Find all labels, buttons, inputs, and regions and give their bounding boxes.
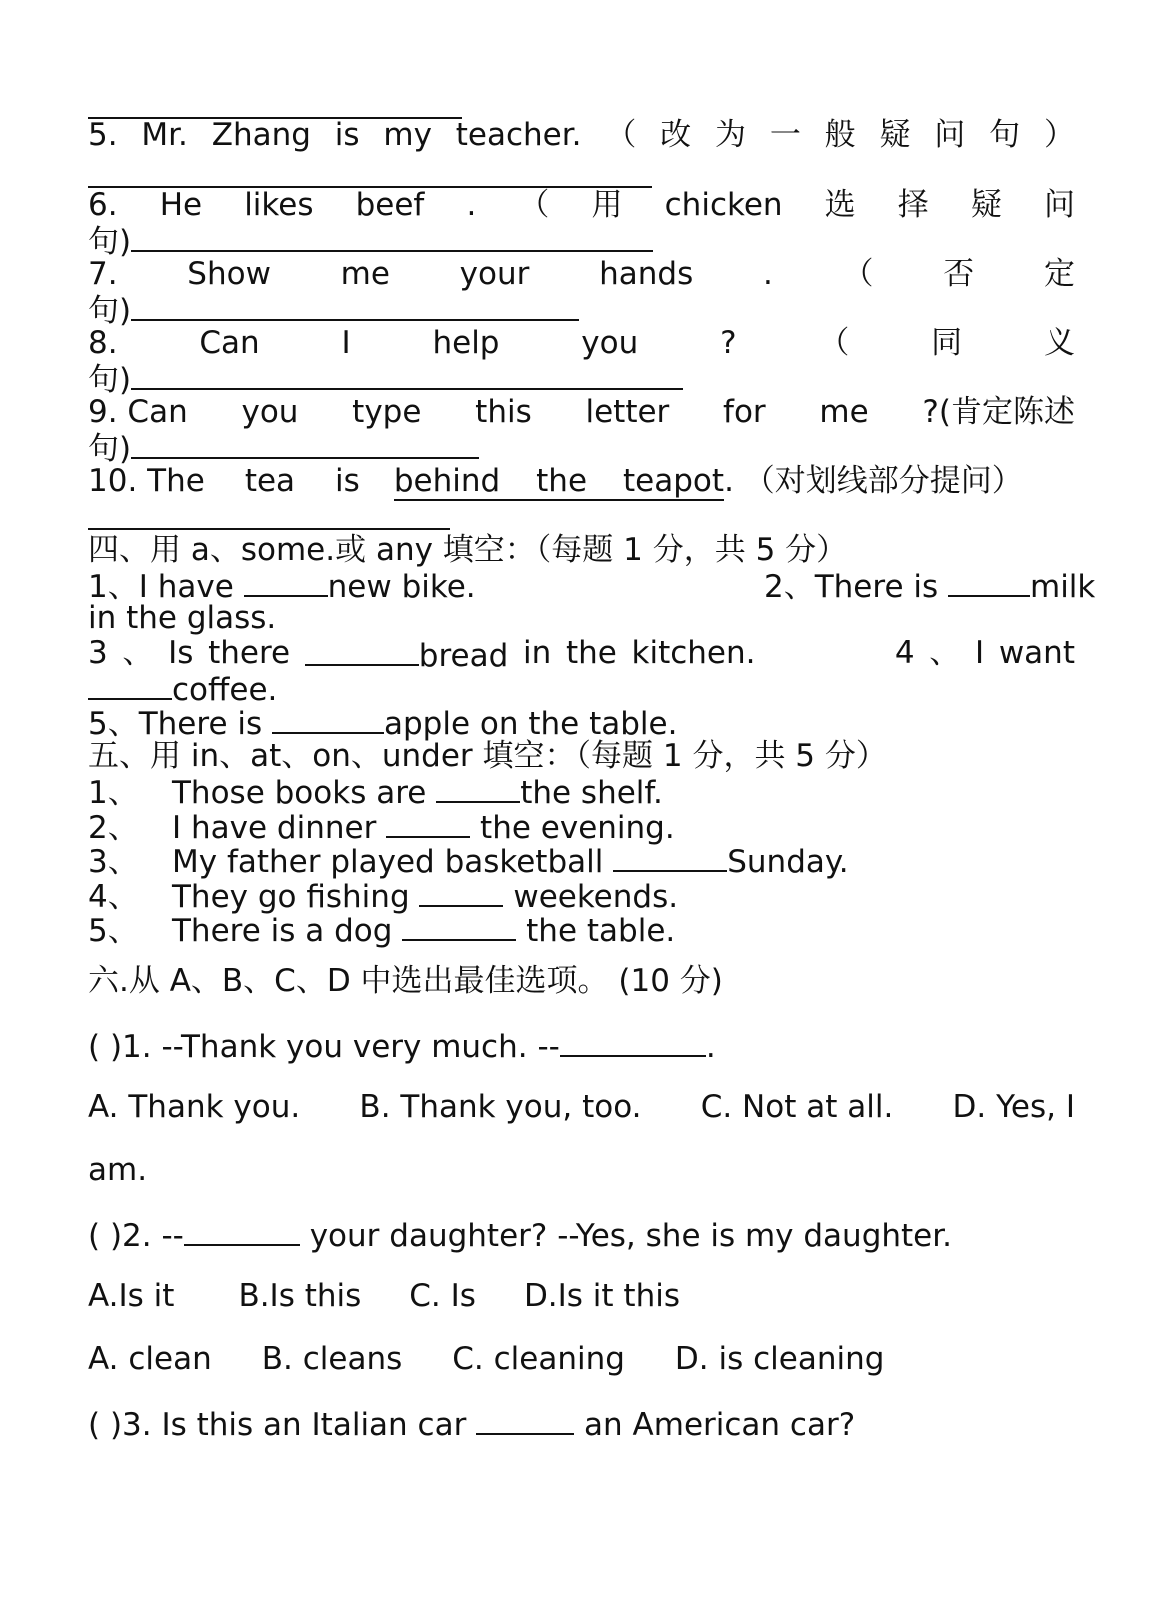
section-4-q3: 3 、 Is there bread in the kitchen. 4 、 I want bbox=[88, 635, 1075, 674]
section-4-heading: 四、用 a、some.或 any 填空：（每题 1 分，共 5 分） bbox=[88, 532, 848, 568]
question-10: 10. The tea is behind the teapot. （对划线部分提问） bbox=[88, 463, 1023, 499]
answer-blank[interactable] bbox=[948, 565, 1030, 597]
section-4-q5: 5、There is apple on the table. bbox=[88, 702, 1075, 740]
answer-blank[interactable] bbox=[402, 909, 516, 941]
option-c: C. Not at all. bbox=[700, 1089, 894, 1125]
section-6-q1-options-tail: am. bbox=[88, 1152, 148, 1188]
section-4-q2-tail: in the glass. bbox=[88, 600, 277, 636]
answer-blank[interactable] bbox=[419, 875, 503, 907]
section-6-q2-options bbox=[88, 1277, 1075, 1315]
answer-line bbox=[88, 528, 450, 530]
answer-blank[interactable] bbox=[272, 702, 384, 734]
option-c: C. Is bbox=[409, 1278, 476, 1314]
section-5-item-2: 2、 I have dinner the evening. bbox=[88, 806, 1075, 844]
answer-blank[interactable] bbox=[560, 1025, 706, 1057]
question-5: 5. Mr. Zhang is my teacher. （ 改 为 一 般 疑 问 句 ） bbox=[88, 117, 1075, 153]
answer-blank[interactable] bbox=[386, 806, 470, 838]
question-6-tail: 句) bbox=[88, 220, 1075, 258]
section-6-q2: ( )2. -- your daughter? --Yes, she is my daughter. bbox=[88, 1214, 1075, 1252]
answer-blank[interactable] bbox=[88, 668, 172, 700]
section-4-q4-tail: coffee. bbox=[88, 668, 1075, 706]
section-6-q1: ( )1. --Thank you very much. -- . bbox=[88, 1025, 1075, 1063]
section-5-item-3: 3、 My father played basketball Sunday. bbox=[88, 840, 1075, 878]
section-5-item-4: 4、 They go fishing weekends. bbox=[88, 875, 1075, 913]
question-8: 8. Can I help you ? （ 同 义 bbox=[88, 325, 1075, 361]
option-d: D. Yes, I bbox=[952, 1089, 1075, 1125]
section-6-heading: 六.从 A、B、C、D 中选出最佳选项。 (10 分) bbox=[88, 963, 723, 999]
section-6-extra-options bbox=[88, 1340, 1075, 1378]
option-b: B. cleans bbox=[261, 1341, 403, 1377]
underlined-phrase: behind the teapot bbox=[393, 463, 725, 499]
answer-blank[interactable] bbox=[184, 1214, 300, 1246]
question-9-tail: 句) bbox=[88, 427, 1075, 465]
question-7-tail: 句) bbox=[88, 289, 1075, 327]
section-5-heading: 五、用 in、at、on、under 填空：（每题 1 分，共 5 分） bbox=[88, 738, 887, 774]
section-4-q1: 1、I have new bike. bbox=[88, 565, 728, 603]
section-5-item-1: 1、 Those books are the shelf. bbox=[88, 771, 1075, 809]
option-b: B.Is this bbox=[238, 1278, 362, 1314]
question-8-tail: 句) bbox=[88, 358, 1075, 396]
question-9: 9. Can you type this letter for me ?(肯定陈述 bbox=[88, 394, 1075, 430]
section-5-item-5: 5、 There is a dog the table. bbox=[88, 909, 1075, 947]
option-a: A.Is it bbox=[88, 1278, 175, 1314]
answer-blank[interactable] bbox=[131, 289, 579, 321]
option-c: C. cleaning bbox=[452, 1341, 625, 1377]
answer-blank[interactable] bbox=[476, 1403, 574, 1435]
answer-blank[interactable] bbox=[613, 840, 727, 872]
option-a: A. Thank you. bbox=[88, 1089, 301, 1125]
section-6-q3: ( )3. Is this an Italian car an American car? bbox=[88, 1403, 1075, 1441]
option-a: A. clean bbox=[88, 1341, 212, 1377]
option-b: B. Thank you, too. bbox=[359, 1089, 642, 1125]
option-d: D.Is it this bbox=[523, 1278, 680, 1314]
answer-blank[interactable] bbox=[131, 358, 683, 390]
question-7: 7. Show me your hands . （ 否 定 bbox=[88, 256, 1075, 292]
option-d: D. is cleaning bbox=[674, 1341, 885, 1377]
answer-blank[interactable] bbox=[436, 771, 520, 803]
question-6: 6. He likes beef . （ 用 chicken 选 择 疑 问 bbox=[88, 187, 1075, 223]
section-4-q2: 2、There is milk bbox=[764, 565, 1095, 603]
answer-blank[interactable] bbox=[131, 427, 479, 459]
answer-blank[interactable] bbox=[131, 220, 653, 252]
answer-blank[interactable] bbox=[244, 565, 328, 597]
section-6-q1-options bbox=[88, 1088, 1075, 1126]
answer-blank[interactable] bbox=[305, 634, 419, 666]
